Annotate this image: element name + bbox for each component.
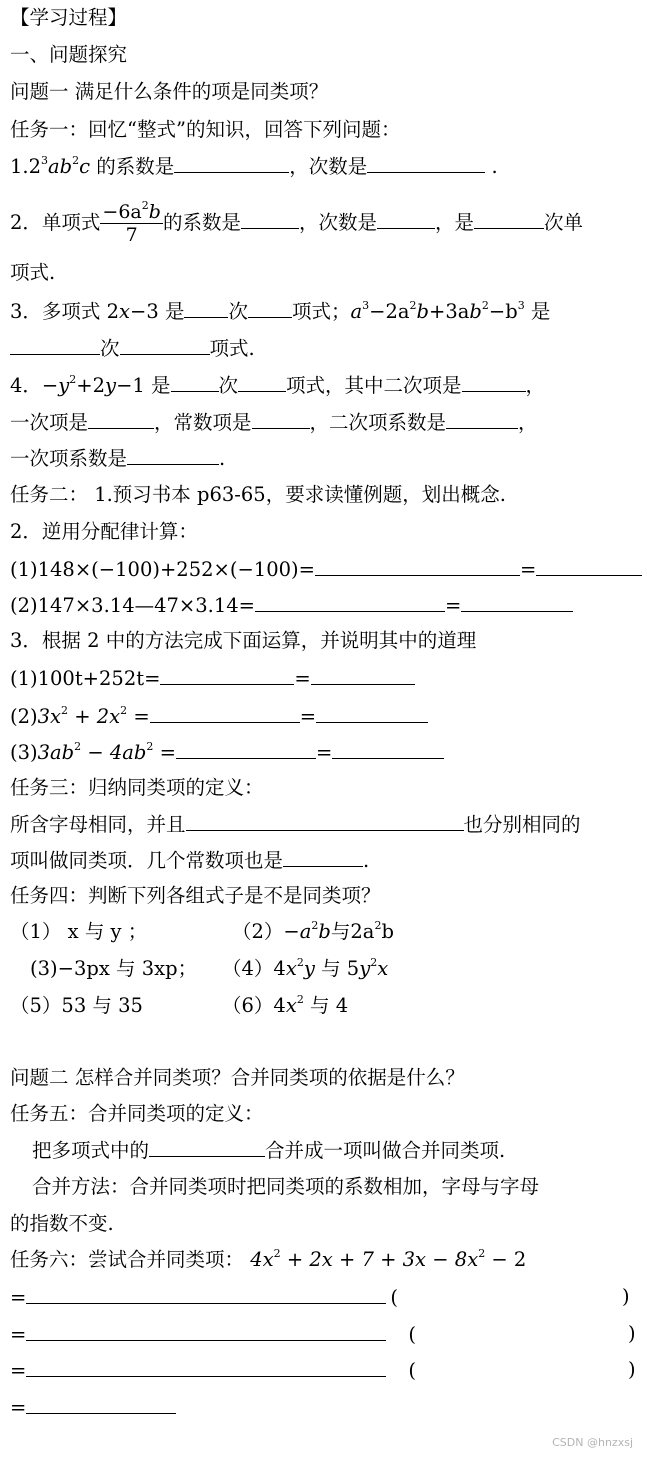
task-five-line-2: 合并方法：合并同类项时把同类项的系数相加，字母与字母	[32, 1175, 540, 1198]
task-five-intro: 任务五：合并同类项的定义：	[10, 1102, 264, 1125]
answer-blank[interactable]	[316, 702, 428, 723]
section-title: 一、问题探究	[10, 43, 128, 66]
answer-blank[interactable]	[248, 297, 292, 318]
answer-blank[interactable]	[332, 738, 444, 759]
step-1-rpar: )	[622, 1285, 630, 1308]
answer-blank[interactable]	[462, 371, 526, 392]
answer-blank[interactable]	[461, 591, 573, 612]
answer-blank[interactable]	[184, 297, 228, 318]
pair-5: （5）53 与 35	[10, 994, 143, 1017]
pair-1: （1） x 与 y ；	[10, 920, 148, 943]
answer-blank[interactable]	[171, 371, 219, 392]
task-five-line-1: 把多项式中的 合并成一项叫做合并同类项.	[32, 1136, 505, 1164]
pair-3: (3)−3px 与 3xp；	[30, 957, 198, 980]
task-one-item-2: 2．单项式 $\frac{-6a^2b}{7}$ 的系数是 ，次数是 ，是 次单	[10, 199, 583, 246]
answer-blank[interactable]	[241, 208, 299, 229]
task-five-line-3: 的指数不变.	[10, 1212, 114, 1235]
watermark: CSDN @hnzxsj	[552, 1436, 633, 1449]
task-four-intro: 任务四：判断下列各组式子是不是同类项？	[10, 884, 381, 907]
step-1: = (	[10, 1283, 398, 1311]
answer-blank[interactable]	[315, 555, 520, 576]
task-two-sub-3: 3．根据 2 中的方法完成下面运算，并说明其中的道理	[10, 629, 477, 652]
answer-blank[interactable]	[26, 1393, 176, 1414]
pair-6: $(6)4x^2$ 与 4	[222, 993, 349, 1017]
task-two-intro: 任务二： 1.预习书本 p63-65，要求读懂例题，划出概念.	[10, 483, 506, 506]
task-two-ops-2: $(2)3x^2 + 2x^2$ = =	[10, 702, 428, 730]
task-one-item-4: 4．$-y^2+2y-1$ 是 次 项式，其中二次项是 ，	[10, 373, 546, 397]
task-two-sub-2: 2．逆用分配律计算：	[10, 520, 198, 543]
answer-blank[interactable]	[88, 408, 154, 429]
answer-blank[interactable]	[238, 371, 286, 392]
task-two-calc-2: (2)147×3.14—47×3.14= =	[10, 591, 573, 619]
answer-blank[interactable]	[367, 152, 485, 173]
step-2-rpar: )	[628, 1322, 636, 1345]
task-two-ops-1: (1)100t+252t= =	[10, 664, 415, 692]
answer-blank[interactable]	[120, 334, 210, 355]
answer-blank[interactable]	[26, 1320, 386, 1341]
task-one-item-2-cont: 项式.	[10, 261, 56, 284]
step-3-rpar: )	[628, 1358, 636, 1381]
header-title: 【学习过程】	[10, 6, 128, 29]
answer-blank[interactable]	[149, 1136, 265, 1157]
task-two-calc-1: (1)148×(−100)+252×(−100)= =	[10, 555, 642, 583]
task-six-intro: 任务六：尝试合并同类项： $4x^2 + 2x + 7 + 3x - 8x^2 - 2$	[10, 1247, 527, 1271]
question-one-title: 问题一 满足什么条件的项是同类项？	[10, 80, 329, 103]
pair-2: $(2)-a^2b$与$2a^2b$	[232, 919, 394, 943]
task-one-item-3-cont: 次 项式.	[10, 334, 255, 362]
task-three-line-2: 项叫做同类项．几个常数项也是 .	[10, 846, 369, 874]
answer-blank[interactable]	[150, 702, 300, 723]
fraction: $\frac{-6a^2b}{7}$	[102, 199, 161, 246]
task-three-line-1: 所含字母相同，并且 也分别相同的	[10, 810, 581, 838]
task-two-ops-3: $(3)3ab^2 - 4ab^2$ = =	[10, 738, 444, 766]
answer-blank[interactable]	[186, 810, 464, 831]
pair-4: $(4)4x^2y$ 与 $5y^2x$	[222, 956, 389, 980]
answer-blank[interactable]	[174, 152, 289, 173]
question-two-title: 问题二 怎样合并同类项？合并同类项的依据是什么？	[10, 1066, 465, 1089]
answer-blank[interactable]	[446, 408, 518, 429]
answer-blank[interactable]	[26, 1283, 386, 1304]
task-one-item-1: $1.2^3ab^2c$ 的系数是 ，次数是 .	[10, 154, 498, 178]
step-2: = (	[10, 1320, 416, 1348]
answer-blank[interactable]	[255, 591, 445, 612]
answer-blank[interactable]	[160, 664, 294, 685]
step-3: = (	[10, 1356, 416, 1384]
answer-blank[interactable]	[127, 444, 219, 465]
task-one-intro: 任务一：回忆“整式”的知识，回答下列问题：	[10, 118, 401, 141]
answer-blank[interactable]	[474, 208, 544, 229]
answer-blank[interactable]	[377, 208, 435, 229]
answer-blank[interactable]	[10, 334, 100, 355]
step-4: =	[10, 1393, 176, 1421]
answer-blank[interactable]	[283, 846, 363, 867]
task-one-item-3: 3．多项式 2x−3 是 次 项式；$a^3-2a^2b+3ab^2-b^3$ 是	[10, 299, 551, 323]
answer-blank[interactable]	[311, 664, 415, 685]
task-one-item-4-line-3: 一次项系数是 .	[10, 444, 225, 472]
answer-blank[interactable]	[252, 408, 310, 429]
task-one-item-4-line-2: 一次项是 ，常数项是 ，二次项系数是 ，	[10, 408, 538, 436]
task-three-intro: 任务三：归纳同类项的定义：	[10, 776, 264, 799]
answer-blank[interactable]	[536, 555, 642, 576]
answer-blank[interactable]	[26, 1356, 386, 1377]
answer-blank[interactable]	[176, 738, 316, 759]
